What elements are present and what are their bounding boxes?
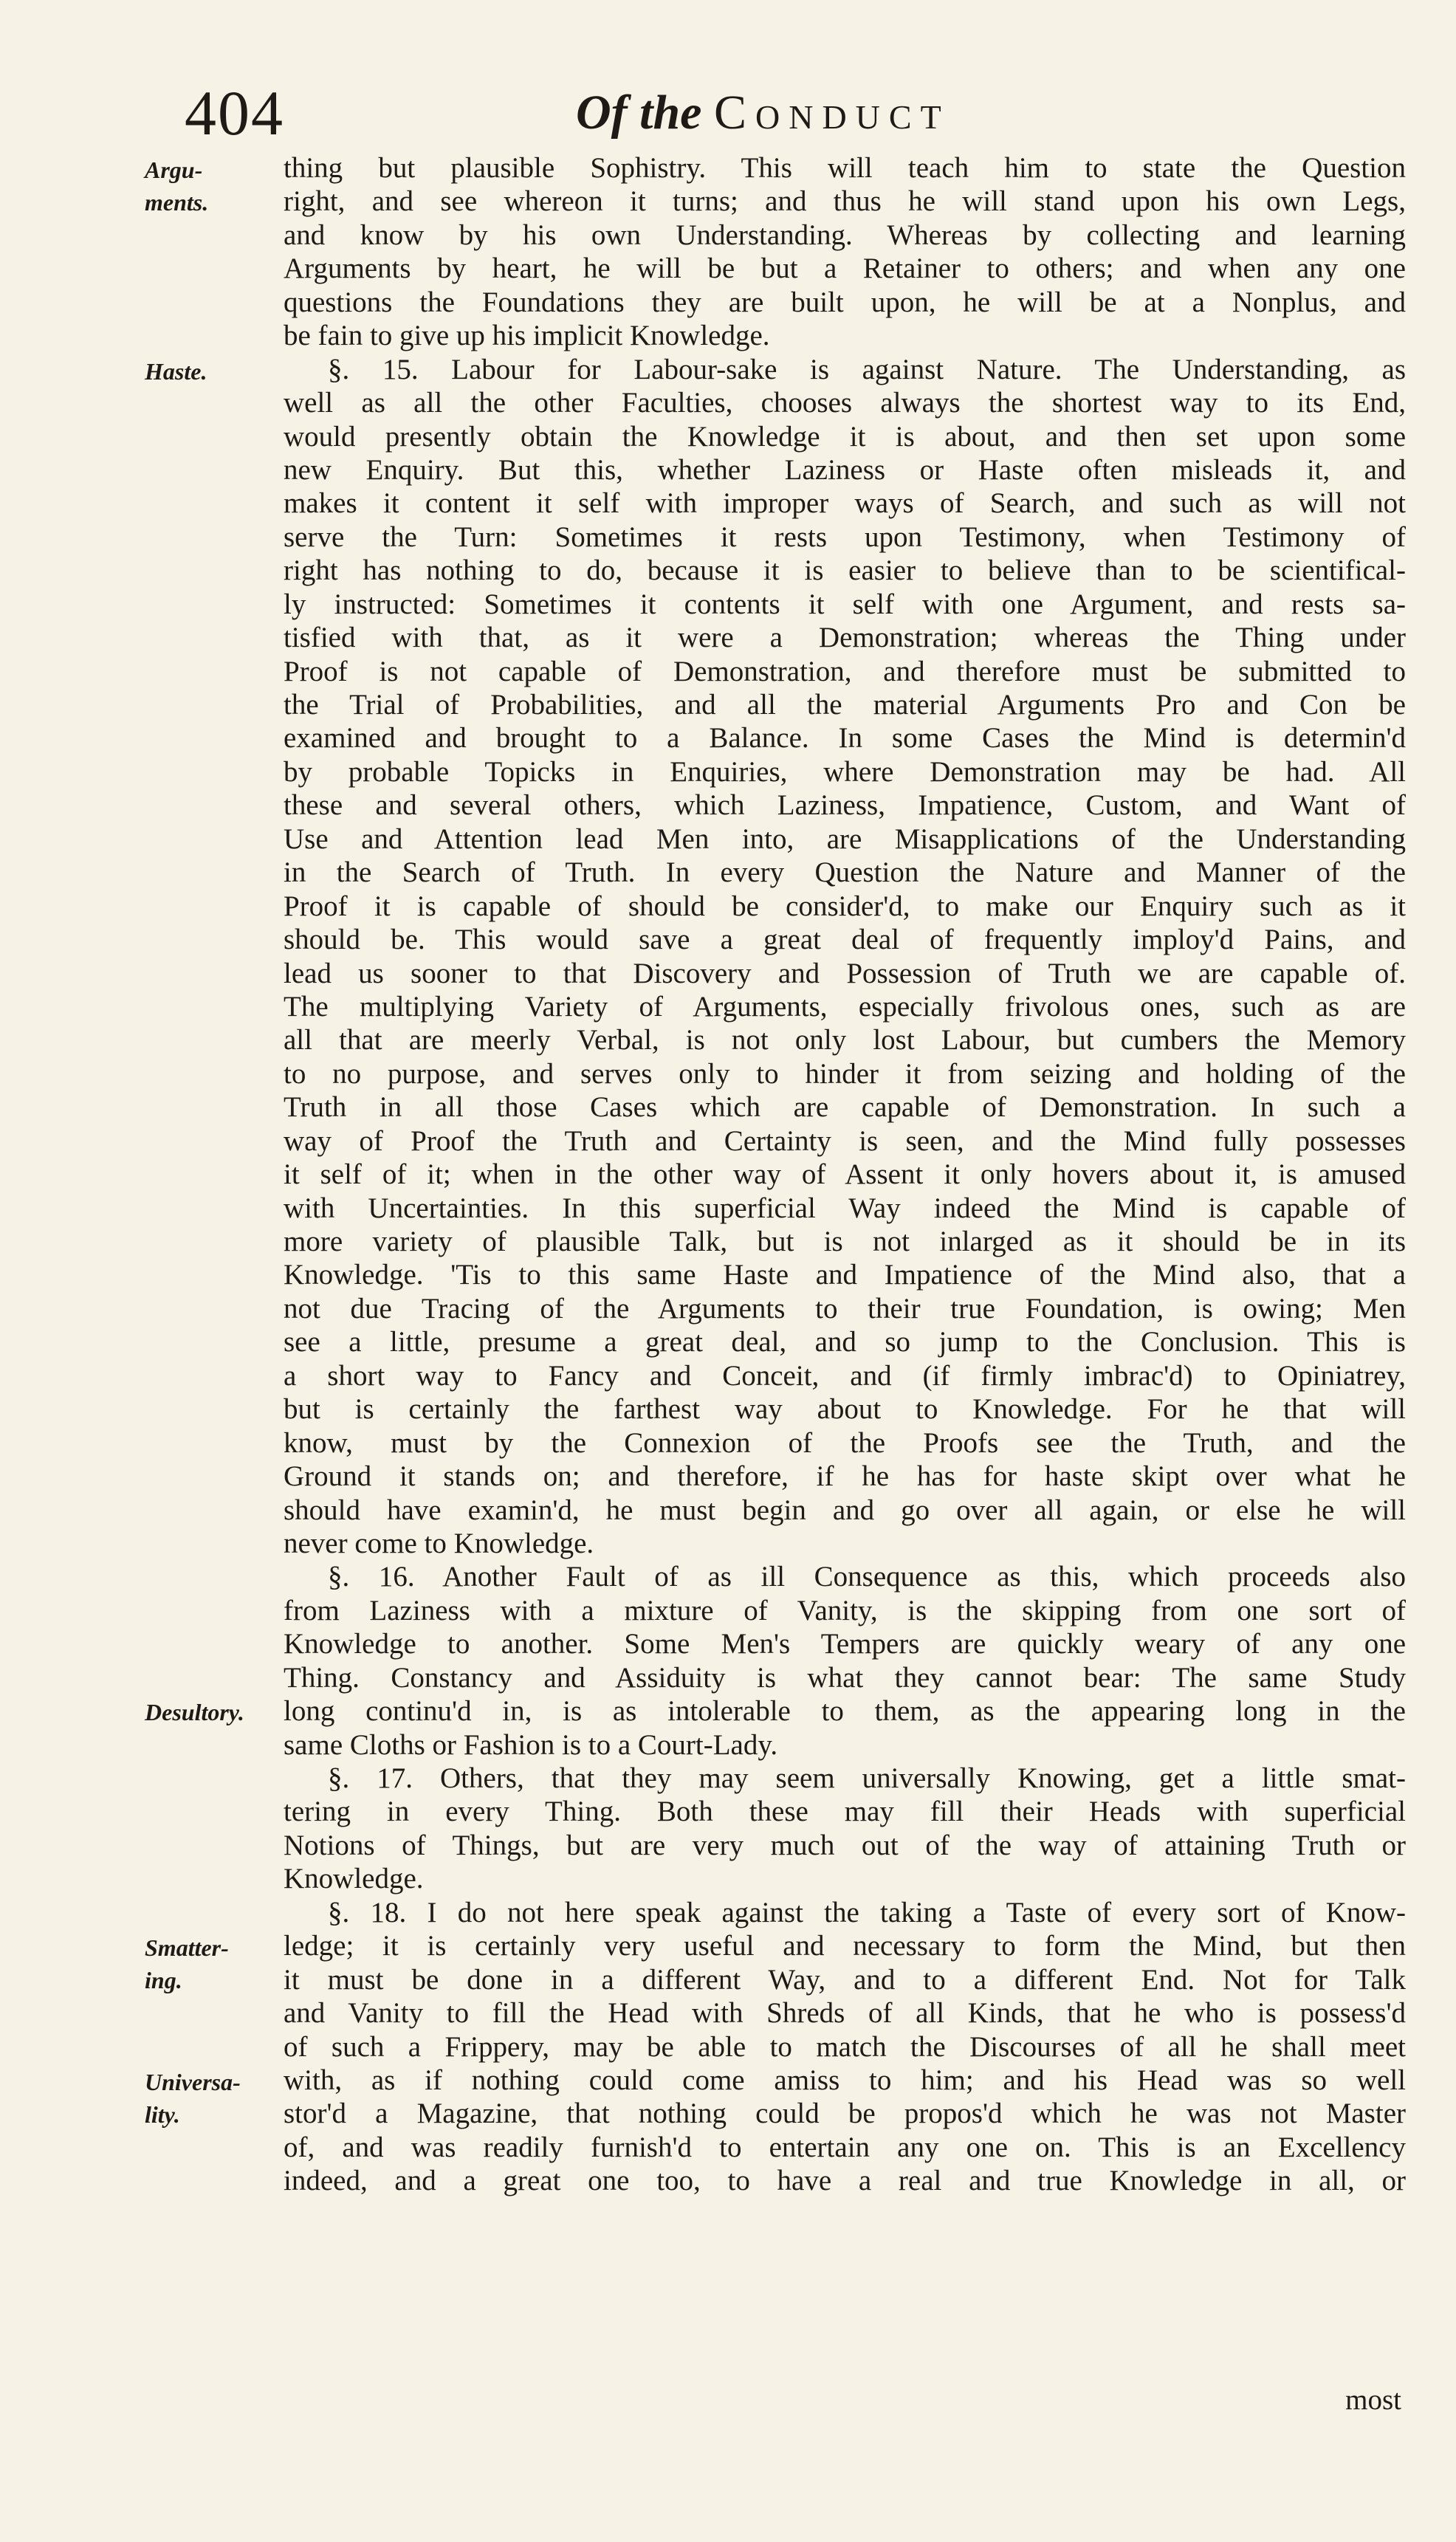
text-line: questions the Foundations they are built upon, he will be at a Nonplus, and [284,286,1406,318]
text-line: well as all the other Faculties, chooses always the shortest way to its End, [284,387,1406,419]
text-line: would presently obtain the Knowledge it is about, and then set upon some [284,420,1406,453]
text-line: it must be done in a different Way, and to a different End. Not for Talk [284,1963,1406,1996]
page-number: 404 [185,78,284,148]
margin-note-arguments-2: ments. [145,189,209,216]
text-line: Knowledge. [284,1863,424,1895]
margin-note-universality-1: Universa- [145,2069,241,2095]
text-line: ly instructed: Sometimes it contents it self with one Argument, and rests sa- [284,588,1406,620]
text-line: Truth in all those Cases which are capable of Demonstration. In such a [284,1091,1406,1124]
text-line: Notions of Things, but are very much out of the way of attaining Truth or [284,1829,1406,1861]
text-line: serve the Turn: Sometimes it rests upon Testimony, when Testimony of [284,521,1406,553]
text-line: from Laziness with a mixture of Vanity, is the skipping from one sort of [284,1594,1406,1626]
margin-note-arguments-1: Argu- [145,157,203,183]
text-line: but is certainly the farthest way about to Knowledge. For he that will [284,1393,1406,1426]
catchword: most [1345,2384,1401,2416]
text-line: tisfied with that, as it were a Demonstration; whereas the Thing under [284,622,1406,654]
text-line: know, must by the Connexion of the Proofs see the Truth, and the [284,1426,1406,1459]
margin-note-desultory: Desultory. [145,1699,244,1725]
text-line: it self of it; when in the other way of Assent it only hovers about it, is amused [284,1158,1406,1191]
text-line: tering in every Thing. Both these may fill their Heads with superficial [284,1796,1406,1828]
text-line: should have examin'd, he must begin and go over all again, or else he will [284,1494,1406,1526]
text-line: thing but plausible Sophistry. This will teach him to state the Question [284,152,1406,184]
running-title-italic: Of the [576,86,702,140]
text-line: makes it content it self with improper ways of Search, and such as will not [284,487,1406,520]
text-line: should be. This would save a great deal of frequently imploy'd Pains, and [284,924,1406,956]
text-line: to no purpose, and serves only to hinder it from seizing and holding of the [284,1057,1406,1090]
text-line: Knowledge to another. Some Men's Tempers are quickly weary of any one [284,1628,1406,1660]
text-line: right, and see whereon it turns; and thus he will stand upon his own Legs, [284,185,1406,218]
text-line: Use and Attention lead Men into, are Misapplications of the Understanding [284,822,1406,855]
text-line: Thing. Constancy and Assiduity is what they cannot bear: The same Study [284,1661,1406,1694]
text-line: the Trial of Probabilities, and all the material Arguments Pro and Con be [284,689,1406,721]
text-line: long continu'd in, is as intolerable to them, as the appearing long in the [284,1695,1406,1728]
section-15-start: §. 15. Labour for Labour-sake is against Nature. The Understanding, as [328,353,1406,385]
text-line: indeed, and a great one too, to have a real and true Knowledge in all, or [284,2165,1406,2197]
text-line: Proof is not capable of Demonstration, and therefore must be submitted to [284,655,1406,687]
text-line: and Vanity to fill the Head with Shreds of all Kinds, that he who is possess'd [284,1997,1406,2030]
text-line: Arguments by heart, he will be but a Retainer to others; and when any one [284,253,1406,285]
text-line: never come to Knowledge. [284,1527,594,1559]
text-line: by probable Topicks in Enquiries, where Demonstration may be had. All [284,755,1406,788]
text-line: right has nothing to do, because it is easier to believe than to be scientifical- [284,554,1406,587]
margin-note-haste: Haste. [145,358,207,385]
text-line: stor'd a Magazine, that nothing could be propos'd which he was not Master [284,2098,1406,2130]
text-line: Ground it stands on; and therefore, if he has for haste skipt over what he [284,1460,1406,1493]
text-line: Knowledge. 'Tis to this same Haste and Impatience of the Mind also, that a [284,1259,1406,1291]
text-line: these and several others, which Laziness, Impatience, Custom, and Want of [284,789,1406,822]
text-line: and know by his own Understanding. Whereas by collecting and learning [284,219,1406,251]
running-title-caps: Conduct [713,86,950,140]
text-line: The multiplying Variety of Arguments, especially frivolous ones, such as are [284,990,1406,1023]
section-17-start: §. 17. Others, that they may seem universally Knowing, get a little smat- [328,1762,1406,1794]
text-line: more variety of plausible Talk, but is not inlarged as it should be in its [284,1226,1406,1257]
section-16-start: §. 16. Another Fault of as ill Consequence as this, which proceeds also [328,1561,1406,1593]
text-line: with Uncertainties. In this superficial Way indeed the Mind is capable of [284,1192,1406,1224]
text-line: way of Proof the Truth and Certainty is seen, and the Mind fully possesses [284,1124,1406,1157]
running-title [576,86,950,140]
text-line: see a little, presume a great deal, and so jump to the Conclusion. This is [284,1326,1406,1358]
text-line: of such a Frippery, may be able to match the Discourses of all he shall meet [284,2030,1406,2063]
margin-note-universality-2: lity. [145,2101,180,2128]
text-line: Proof it is capable of should be consider'd, to make our Enquiry such as it [284,890,1406,922]
page-header [185,78,1447,162]
text-line: a short way to Fancy and Conceit, and (if firmly imbrac'd) to Opiniatrey, [284,1359,1406,1392]
text-line: in the Search of Truth. In every Question the Nature and Manner of the [284,856,1406,889]
text-line: of, and was readily furnish'd to entertain any one on. This is an Excellency [284,2131,1406,2163]
text-line: ledge; it is certainly very useful and necessary to form the Mind, but then [284,1930,1406,1962]
body-text [284,151,1406,2198]
text-line: be fain to give up his implicit Knowledge. [284,320,770,352]
text-line: with, as if nothing could come amiss to him; and his Head was so well [284,2064,1406,2096]
text-line: examined and brought to a Balance. In some Cases the Mind is determin'd [284,722,1406,755]
text-line: all that are meerly Verbal, is not only lost Labour, but cumbers the Memory [284,1024,1406,1057]
section-18-start: §. 18. I do not here speak against the taking a Taste of every sort of Know- [328,1896,1406,1928]
text-line: same Cloths or Fashion is to a Court-Lady. [284,1728,778,1761]
margin-note-smattering-2: ing. [145,1967,182,1993]
text-line: lead us sooner to that Discovery and Possession of Truth we are capable of. [284,957,1406,989]
text-line: not due Tracing of the Arguments to their true Foundation, is owing; Men [284,1292,1406,1325]
margin-note-smattering-1: Smatter- [145,1934,229,1961]
text-line: new Enquiry. But this, whether Laziness or Haste often misleads it, and [284,453,1406,486]
